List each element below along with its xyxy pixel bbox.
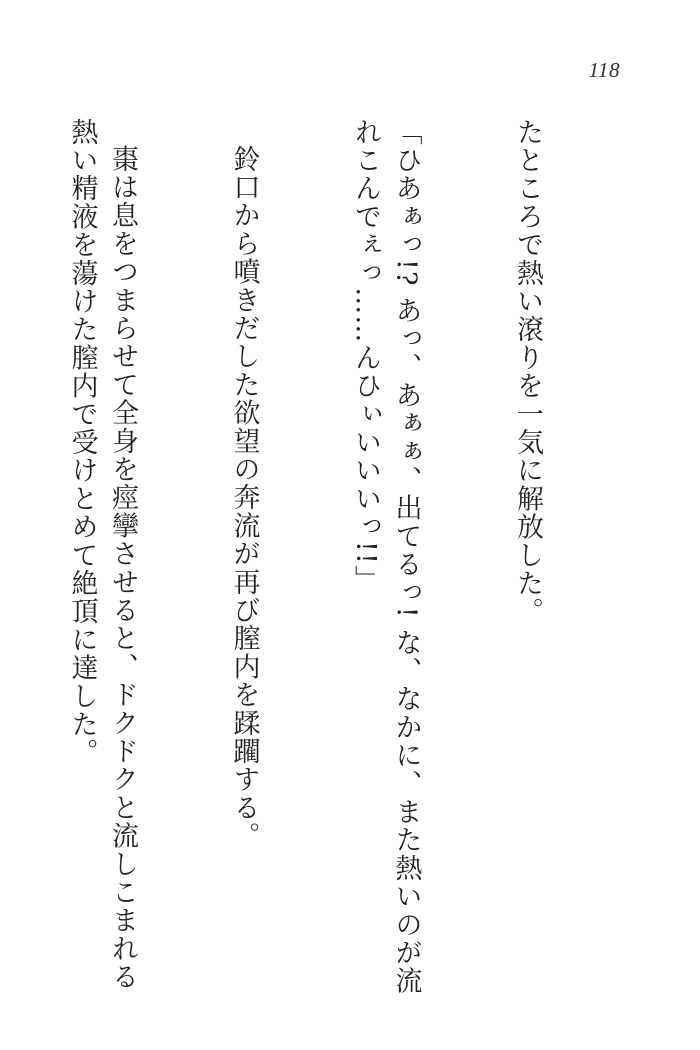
paragraph: 棗は息をつまらせて全身を痙攣させると、ドクドクと流しこまれる熱い精液を蕩けた膣内で受けとめて絶頂に達した。 bbox=[66, 118, 138, 991]
paragraph: 鈴口から噴きだした欲望の奔流が再び膣内を蹂躙する。 bbox=[228, 145, 260, 850]
paragraph: たところで熱い滾りを一気に解放した。 bbox=[512, 118, 543, 626]
body-text bbox=[0, 118, 628, 998]
paragraph: 「ひあぁっ!? あっ、あぁぁ、出てるっ! な、なかに、また熱いのが流れこんでぇっ……んひぃいいいっ!!」 bbox=[350, 118, 422, 996]
page-number: 118 bbox=[588, 58, 620, 82]
